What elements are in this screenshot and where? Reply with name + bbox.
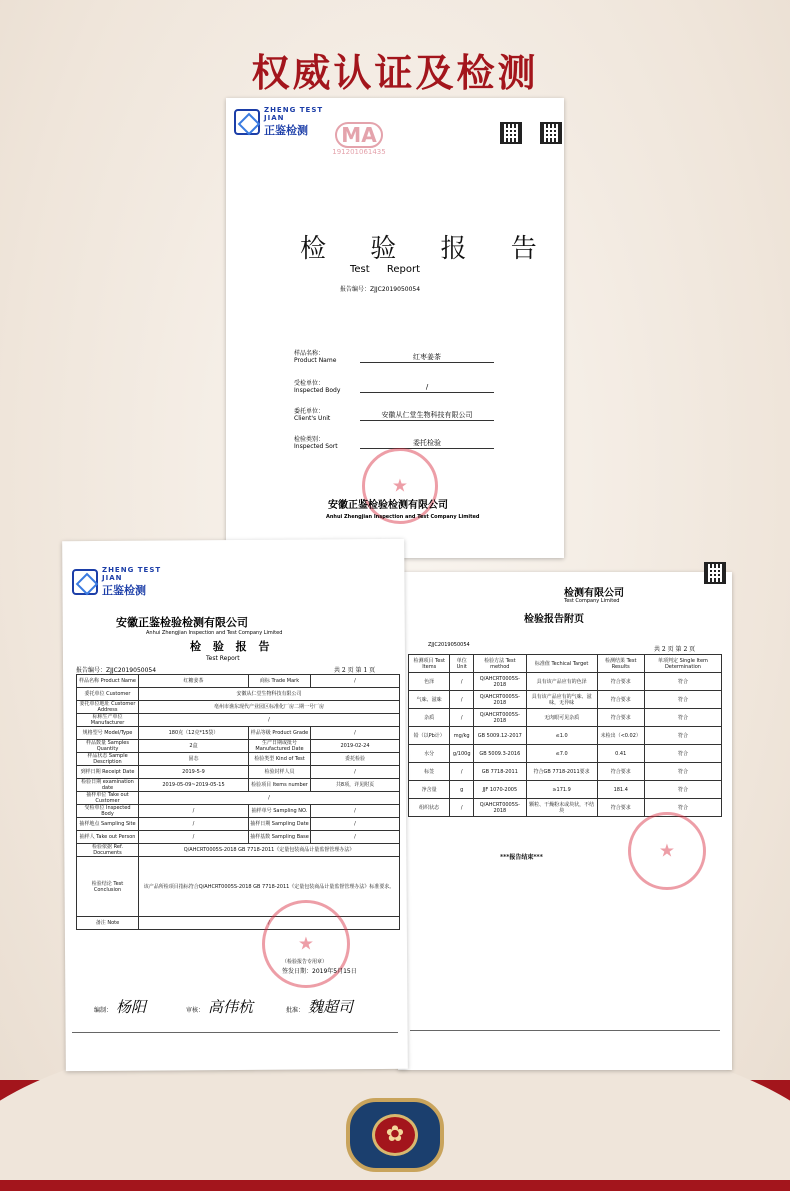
brand-en-top: ZHENG	[264, 106, 297, 114]
table-row	[409, 727, 722, 745]
table-cell: Q/AHCRT0005S-2018	[474, 691, 527, 709]
table-row	[409, 763, 722, 781]
table-cell: 符合要求	[597, 709, 644, 727]
table-cell: 抽样人 Take out Person	[77, 831, 139, 844]
table-header-cell: 检测项目 Test Items	[409, 655, 450, 673]
field-label-cn: 委托单位：	[294, 408, 325, 415]
table-header-cell: 单项判定 Single Item Determination	[644, 655, 721, 673]
table-cell: 未检出（<0.02）	[597, 727, 644, 745]
table-cell: 样品名称 Product Name	[77, 675, 139, 688]
table-cell: 共8项，详见附页	[311, 779, 400, 792]
table-cell: 到样日期 Receipt Date	[77, 766, 139, 779]
table-cell: 符合要求	[597, 673, 644, 691]
table-cell: 受检单位 Inspected Body	[77, 805, 139, 818]
table-cell: /	[311, 831, 400, 844]
table-cell: 符合	[644, 763, 721, 781]
table-cell: 抽样地点 Sampling Site	[77, 818, 139, 831]
table-row	[409, 673, 722, 691]
table-cell: /	[139, 792, 400, 805]
table-row	[77, 753, 400, 766]
table-cell: /	[311, 805, 400, 818]
table-row	[77, 831, 400, 844]
table-cell: /	[139, 917, 400, 930]
cover-report-no-value: ZJJC2019050054	[370, 286, 421, 293]
signature-label: 编制：	[94, 1007, 113, 1014]
brand-cn: 正鉴检测	[264, 124, 308, 137]
brand-en-test: TEST	[137, 566, 162, 574]
signature-label: 审核：	[186, 1007, 205, 1014]
table-cell: g/100g	[450, 745, 474, 763]
report-company-en: Anhui Zhengjian Inspection and Test Company Limited	[146, 630, 283, 636]
table-cell: /	[311, 818, 400, 831]
brand-en-bottom: JIAN	[264, 114, 285, 122]
table-cell: 符合	[644, 727, 721, 745]
table-header-row	[409, 655, 722, 673]
table-cell: 具有该产品应有的气味、滋味，无异味	[526, 691, 597, 709]
table-row	[77, 766, 400, 779]
table-row	[409, 691, 722, 709]
table-cell: 该产品所检项目指标符合Q/AHCRT0005S-2018 GB 7718-2011《定量包装商品计量监督管理办法》标准要求。	[139, 857, 400, 917]
table-cell: 符合要求	[597, 799, 644, 817]
table-row	[77, 701, 400, 714]
appendix-report-no: ZJJC2019050054	[428, 642, 470, 648]
table-cell: 委托检验	[311, 753, 400, 766]
table-cell: /	[311, 675, 400, 688]
table-cell: /	[450, 763, 474, 781]
table-row	[77, 727, 400, 740]
field-value: 安徽从仁堂生物科技有限公司	[360, 412, 494, 421]
appendix-end-note: ***报告结束***	[500, 854, 543, 861]
report-no	[76, 665, 156, 674]
table-cell: Q/AHCRT0005S-2018	[474, 673, 527, 691]
table-header-cell: 检验方法 Test method	[474, 655, 527, 673]
field-label-cn: 检验类别：	[294, 436, 325, 443]
table-cell: 符合	[644, 781, 721, 799]
table-row	[77, 688, 400, 701]
table-cell: /	[139, 831, 249, 844]
table-cell: ≥171.9	[526, 781, 597, 799]
field-label-en: Inspected Body	[294, 387, 341, 394]
field-label-cn: 受检单位：	[294, 380, 325, 387]
cover-field-product	[294, 350, 494, 364]
appendix-results-table	[408, 654, 722, 817]
report-company-cn: 安徽正鉴检验检测有限公司	[116, 616, 248, 629]
cover-report-no-label: 报告编号：	[340, 286, 371, 293]
table-cell: 具有该产品应有的色泽	[526, 673, 597, 691]
table-cell: /	[450, 799, 474, 817]
table-cell: 样品状态 Sample Description	[77, 753, 139, 766]
table-row	[77, 917, 400, 930]
table-cell: 检验项目 Items number	[249, 779, 311, 792]
table-cell: 符合要求	[597, 763, 644, 781]
appendix-title: 检验报告附页	[524, 614, 584, 625]
table-cell: 符合	[644, 799, 721, 817]
field-label-cn: 样品名称：	[294, 350, 325, 357]
cover-company-en: Anhui Zhengjian Inspection and Test Company Limited	[326, 514, 480, 520]
footer-divider	[72, 1032, 398, 1033]
table-cell: 商标 Trade Mark	[249, 675, 311, 688]
signature-name: 高伟杭	[208, 998, 254, 1016]
table-cell: 符合	[644, 745, 721, 763]
stamp-note: （检验报告专用章）	[282, 959, 328, 965]
page-title: 权威认证及检测	[251, 51, 539, 95]
table-row	[409, 781, 722, 799]
table-cell: 符合	[644, 673, 721, 691]
table-cell: 颗粒、干燥粉末或块状，不结块	[526, 799, 597, 817]
report-info-table	[76, 674, 400, 930]
table-cell: 备注 Note	[77, 917, 139, 930]
table-cell: 检验依据 Ref. Documents	[77, 844, 139, 857]
table-cell: 抽样基数 Sampling Base	[249, 831, 311, 844]
brand-en-test: TEST	[299, 106, 324, 114]
table-header-cell: 单位 Unit	[450, 655, 474, 673]
table-row	[77, 792, 400, 805]
appendix-page-number: 共 2 页 第 2 页	[654, 646, 696, 653]
report-title-cn: 检 验 报 告	[190, 640, 274, 653]
brand-en-top: ZHENG	[102, 566, 135, 574]
table-row	[77, 818, 400, 831]
brand-logo	[234, 106, 323, 138]
cma-number: 191201061435	[332, 148, 386, 156]
cover-field-inspected	[294, 380, 494, 394]
table-header-cell: 检测结果 Test Results	[597, 655, 644, 673]
table-cell: 委托单位地址 Customer Address	[77, 701, 139, 714]
table-cell: 委托单位 Customer	[77, 688, 139, 701]
table-cell: 气味、滋味	[409, 691, 450, 709]
table-cell: 抽样单位 Take out Customer	[77, 792, 139, 805]
decorative-emblem-icon	[346, 1098, 444, 1172]
table-cell: 样品数量 Samples Quantity	[77, 740, 139, 753]
table-cell: 2019-5-9	[139, 766, 249, 779]
report-title-en: Test Report	[206, 655, 240, 662]
table-row	[77, 675, 400, 688]
table-cell: 标签	[409, 763, 450, 781]
table-cell: g	[450, 781, 474, 799]
table-cell: JJF 1070-2005	[474, 781, 527, 799]
cover-title-cn: 检 验 报 告	[300, 234, 555, 264]
signature-label: 批准：	[286, 1007, 305, 1014]
table-cell: 生产日期或批号 Manufactured Date	[249, 740, 311, 753]
report-page-number: 共 2 页 第 1 页	[334, 667, 376, 674]
table-cell: 亳州市谯东现代产业园区标准化厂房二期一号厂房	[139, 701, 400, 714]
table-cell: 固态	[139, 753, 249, 766]
table-row	[77, 779, 400, 792]
table-cell: 符合	[644, 709, 721, 727]
official-seal-stamp	[628, 812, 706, 890]
table-cell: 规格型号 Model/Type	[77, 727, 139, 740]
table-row	[77, 857, 400, 917]
table-cell: /	[139, 714, 400, 727]
table-cell: 铅（以Pb计）	[409, 727, 450, 745]
cover-company-cn: 安徽正鉴检验检测有限公司	[328, 500, 448, 511]
table-cell: 符合	[644, 691, 721, 709]
table-cell: /	[139, 805, 249, 818]
table-cell: ≤1.0	[526, 727, 597, 745]
table-row	[77, 714, 400, 727]
table-cell: /	[311, 727, 400, 740]
brand-logo-icon	[72, 569, 98, 595]
appendix-company-en: Test Company Limited	[564, 598, 620, 604]
table-cell: 杂质	[409, 709, 450, 727]
cover-title-en: Test Report	[350, 264, 421, 275]
table-cell: GB 5009.12-2017	[474, 727, 527, 745]
table-cell: Q/AHCRT0005S-2018 GB 7718-2011《定量包装商品计量监督管理办法》	[139, 844, 400, 857]
field-value: 委托检验	[360, 440, 494, 449]
cover-field-client	[294, 408, 494, 422]
table-cell: GB 7718-2011	[474, 763, 527, 781]
table-cell: /	[450, 691, 474, 709]
table-cell: /	[450, 709, 474, 727]
table-row	[409, 745, 722, 763]
report-no-label: 报告编号：	[76, 667, 107, 674]
table-row	[409, 709, 722, 727]
brand-cn: 正鉴检测	[102, 584, 146, 597]
table-cell: 色泽	[409, 673, 450, 691]
table-cell: 抽样单号 Sampling NO.	[249, 805, 311, 818]
brand-logo-icon	[234, 109, 260, 135]
signature-name: 魏超司	[308, 998, 354, 1016]
table-cell: 0.41	[597, 745, 644, 763]
footer-divider	[410, 1030, 720, 1031]
field-label-en: Inspected Sort	[294, 443, 338, 450]
table-cell: 标称生产单位 Manufacturer	[77, 714, 139, 727]
table-cell: Q/AHCRT0005S-2018	[474, 799, 527, 817]
table-cell: 净含量	[409, 781, 450, 799]
appendix-company-cn: 检测有限公司	[564, 588, 624, 599]
cma-text: MA	[335, 122, 383, 148]
qr-code-icon	[704, 562, 726, 584]
table-cell: 水分	[409, 745, 450, 763]
field-value: 红枣姜茶	[360, 354, 494, 363]
table-cell: Q/AHCRT0005S-2018	[474, 709, 527, 727]
table-cell: /	[450, 673, 474, 691]
signature-name: 杨阳	[116, 998, 147, 1016]
table-cell: /	[311, 766, 400, 779]
qr-code-icon	[500, 122, 522, 144]
table-row	[77, 740, 400, 753]
table-cell: 2019-02-24	[311, 740, 400, 753]
table-cell: 符合要求	[597, 691, 644, 709]
signature-approved	[286, 996, 353, 1017]
table-cell: ≤7.0	[526, 745, 597, 763]
table-header-cell: 标准值 Techical Target	[526, 655, 597, 673]
table-cell: 2盒	[139, 740, 249, 753]
table-cell: GB 5009.3-2016	[474, 745, 527, 763]
table-cell: 样品等级 Product Grade	[249, 727, 311, 740]
table-cell: 抽样日期 Sampling Date	[249, 818, 311, 831]
table-cell: 安徽从仁堂生物科技有限公司	[139, 688, 400, 701]
table-cell: 2019-05-09~2019-05-15	[139, 779, 249, 792]
cover-report-no	[340, 284, 420, 293]
field-value: /	[360, 384, 494, 393]
table-cell: mg/kg	[450, 727, 474, 745]
table-cell: 红糖姜茶	[139, 675, 249, 688]
table-row	[77, 844, 400, 857]
table-cell: 检验类型 Kind of Test	[249, 753, 311, 766]
table-cell: 符合GB 7718-2011要求	[526, 763, 597, 781]
table-cell: 检验封样人员	[249, 766, 311, 779]
field-label-en: Client's Unit	[294, 415, 331, 422]
table-row	[77, 805, 400, 818]
brand-logo	[72, 566, 161, 598]
table-cell: 检验结论 Test Conclusion	[77, 857, 139, 917]
table-cell: 181.4	[597, 781, 644, 799]
issue-date: 签发日期：2019年5月15日	[282, 968, 357, 975]
signature-audited	[186, 996, 253, 1017]
table-cell: 检验日期 examination date	[77, 779, 139, 792]
brand-en-bottom: JIAN	[102, 574, 123, 582]
table-cell: 无肉眼可见杂质	[526, 709, 597, 727]
qr-code-icon	[540, 122, 562, 144]
table-cell: 组织状态	[409, 799, 450, 817]
signature-edited	[94, 996, 146, 1017]
field-label-en: Product Name	[294, 357, 337, 364]
table-cell: 180克（12克*15袋）	[139, 727, 249, 740]
table-cell: /	[139, 818, 249, 831]
cma-mark	[330, 122, 388, 156]
official-seal-stamp	[362, 448, 438, 524]
report-no-value: ZJJC2019050054	[106, 667, 157, 674]
